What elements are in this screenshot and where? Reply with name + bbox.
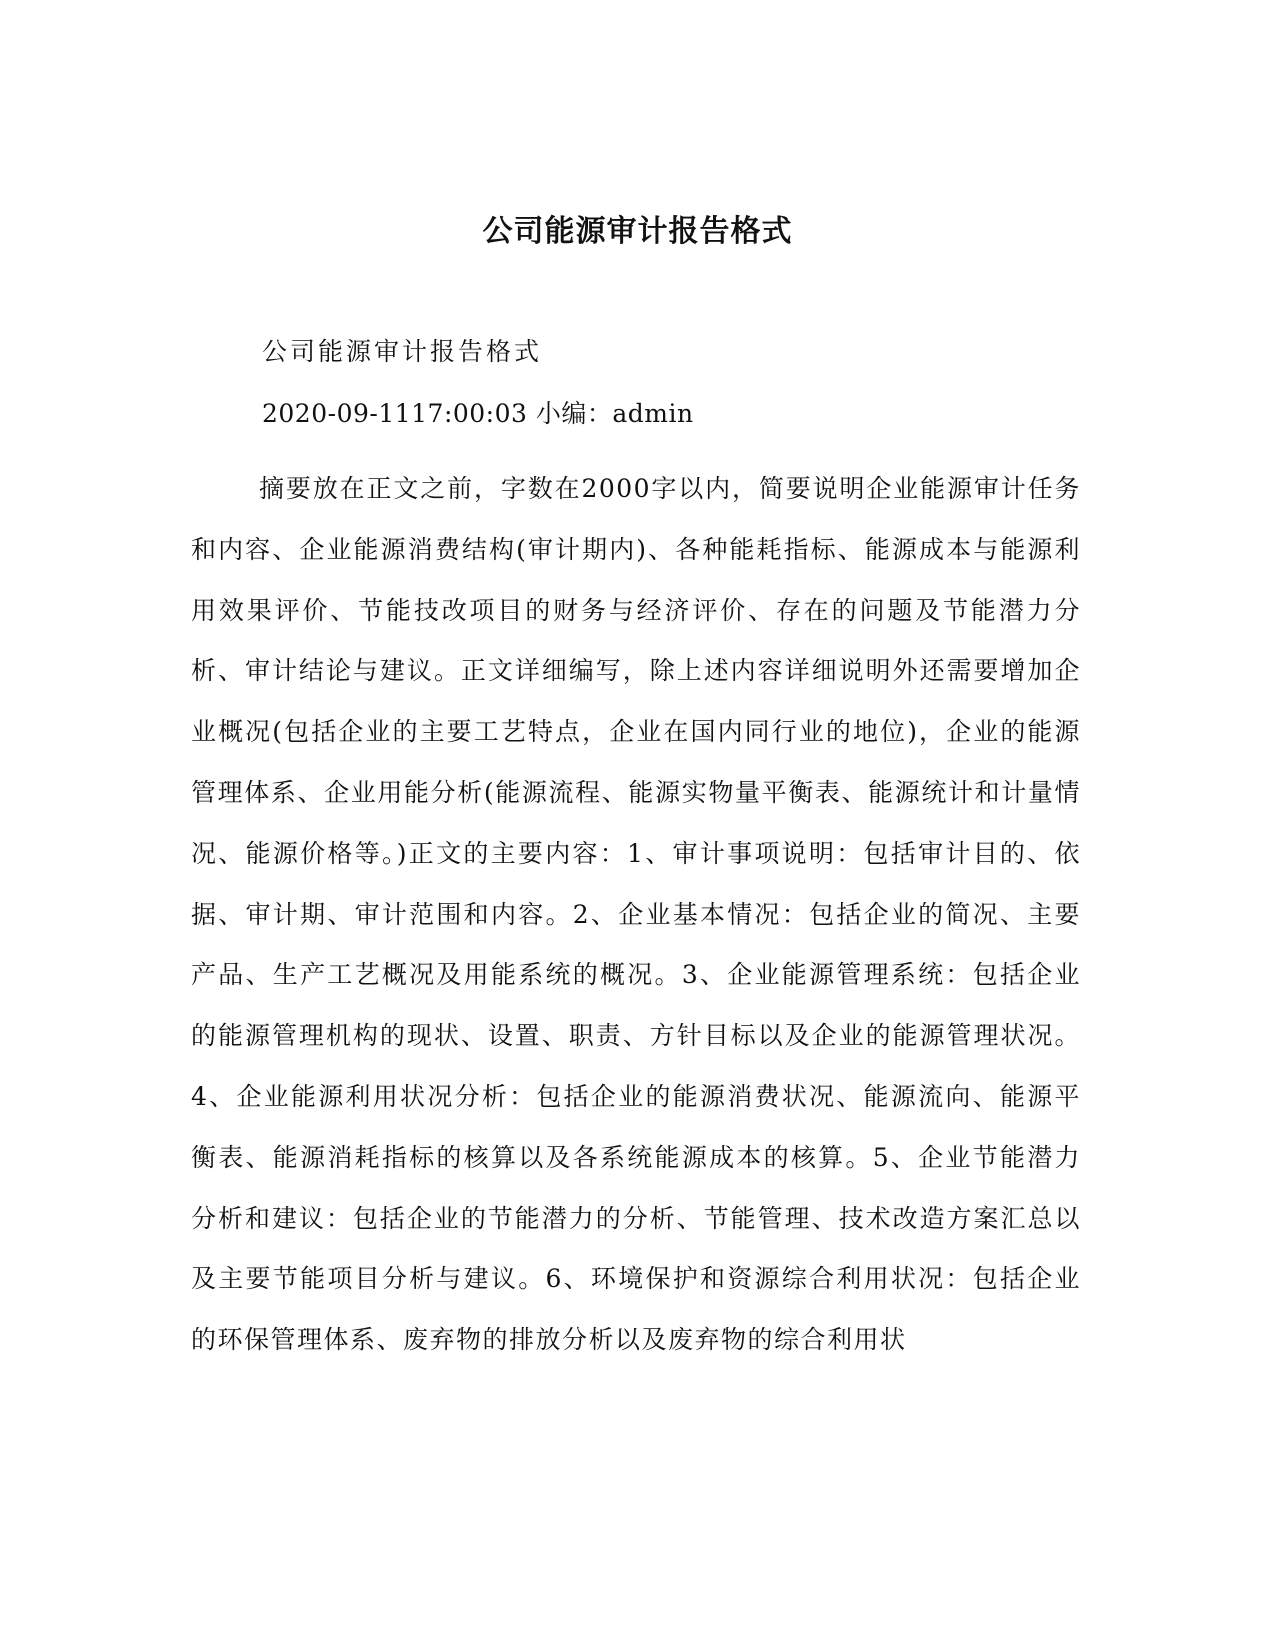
- article-title-line: 公司能源审计报告格式: [262, 337, 543, 366]
- body-paragraph: 摘要放在正文之前，字数在2000字以内，简要说明企业能源审计任务和内容、企业能源消费结构(审计期内)、各种能耗指标、能源成本与能源利用效果评价、节能技改项目的财务与经济评价、存在的问题及节能潜力分析、审计结论与建议。正文详细编写，除上述内容详细说明外还需要增加企业概况(包括企业的主要工艺特点，企业在国内同行业的地位)，企业的能源管理体系、企业用能分析(能源流程、能源实物量平衡表、能源统计和计量情况、能源价格等。)正文的主要内容：1、审计事项说明：包括审计目的、依据、审计期、审计范围和内容。2、企业基本情况：包括企业的简况、主要产品、生产工艺概况及用能系统的概况。3、企业能源管理系统：包括企业的能源管理机构的现状、设置、职责、方针目标以及企业的能源管理状况。4、企业能源利用状况分析：包括企业的能源消费状况、能源流向、能源平衡表、能源消耗指标的核算以及各系统能源成本的核算。5、企业节能潜力分析和建议：包括企业的节能潜力的分析、节能管理、技术改造方案汇总以及主要节能项目分析与建议。6、环境保护和资源综合利用状况：包括企业的环保管理体系、废弃物的排放分析以及废弃物的综合利用状: [191, 474, 1081, 1355]
- document-title: 公司能源审计报告格式: [482, 214, 793, 249]
- article-meta-line: 2020-09-1117:00:03 小编：admin: [262, 399, 694, 428]
